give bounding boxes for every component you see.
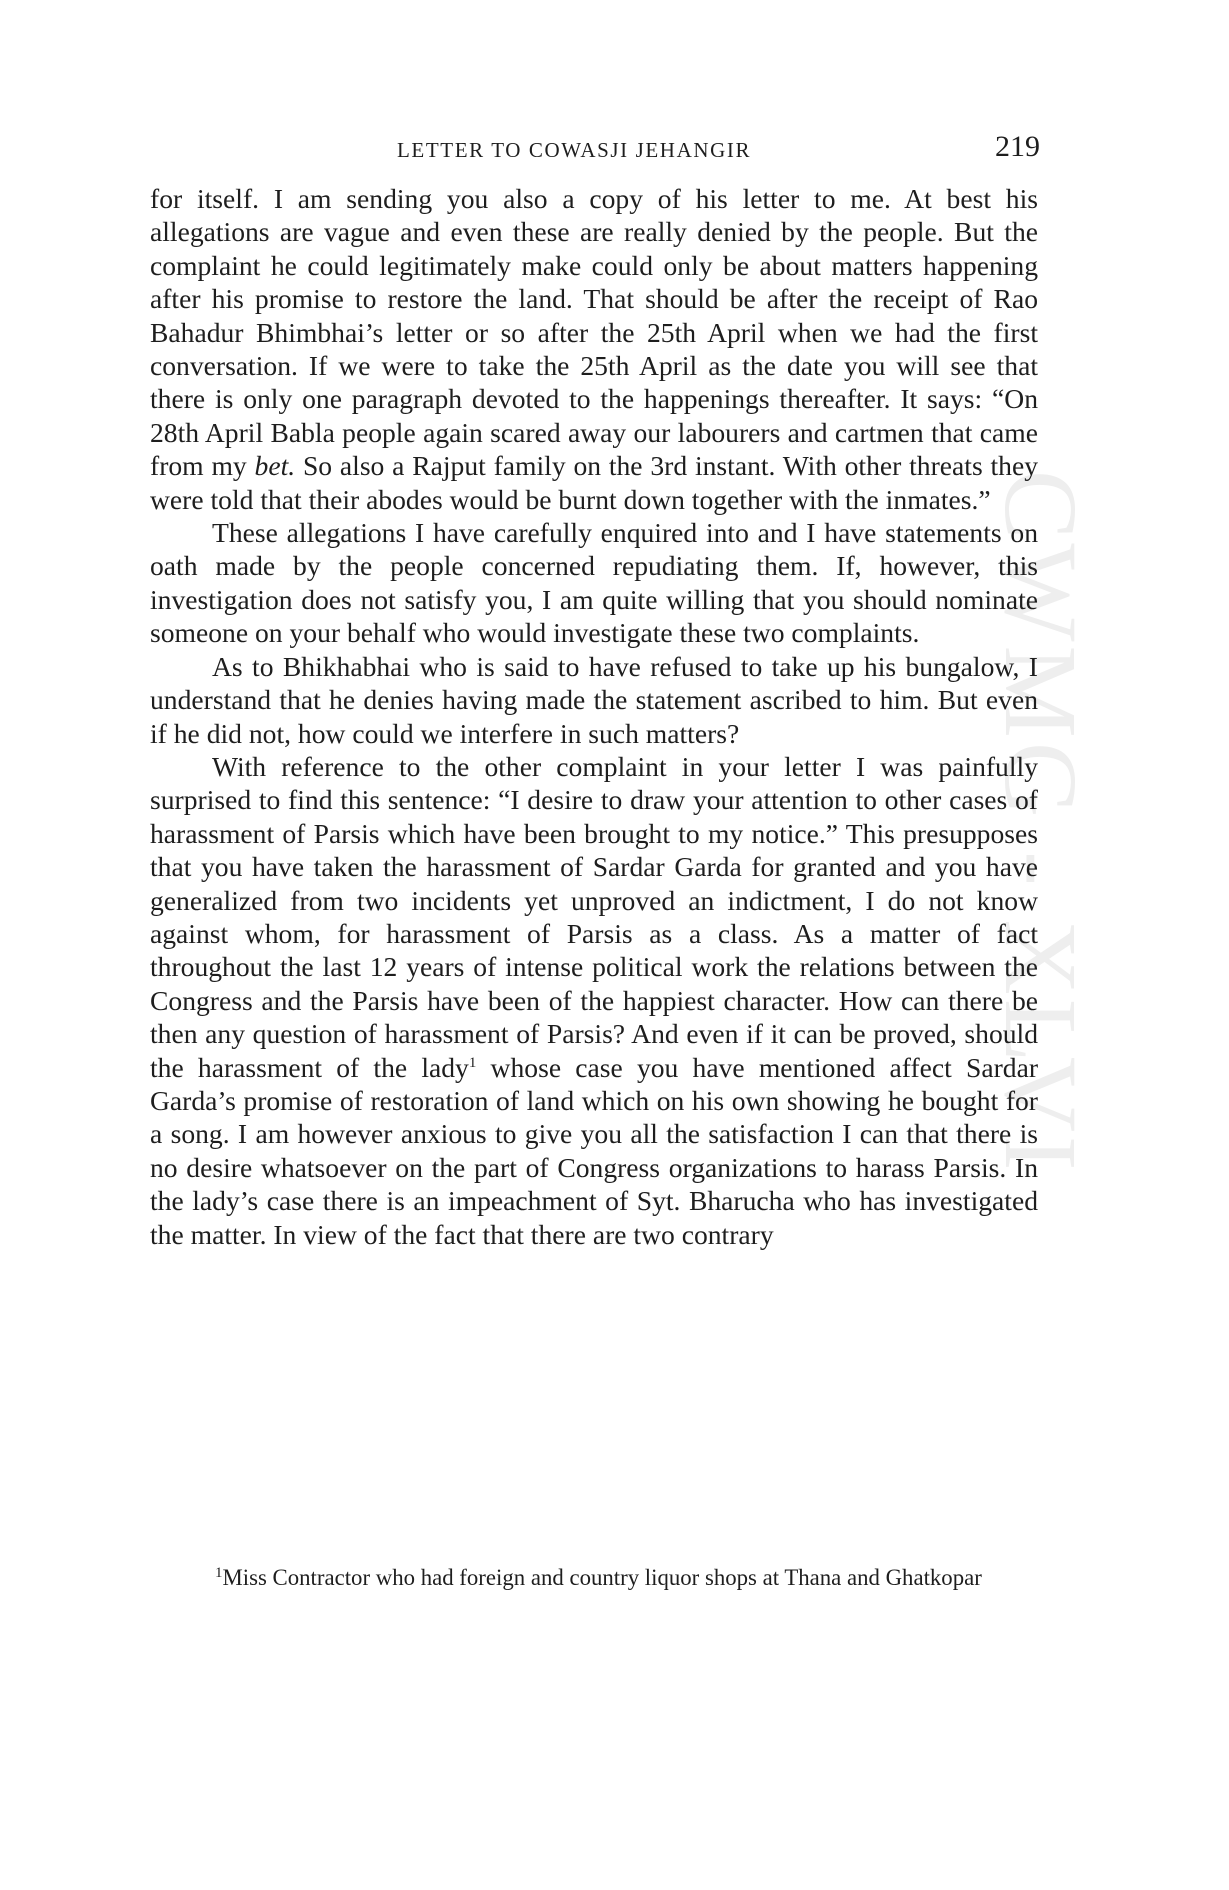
paragraph-1 — [150, 182, 1038, 516]
paragraph-4 — [150, 750, 1038, 1251]
page-number: 219 — [995, 130, 1040, 163]
running-head — [0, 130, 1229, 170]
paragraph-4-text-continued: whose case you have mentioned affect Sardar Garda’s promise of restoration of land which on his own showing he bought for a song. I am however anxious to give you all the satisfaction I can that there is no desire whatsoever on the part of Congress organizations to harass Parsis. In the lady’s case there is an impeachment of Syt. Bharucha who has investigated the matter. In view of the fact that there are two contrary — [150, 1051, 1039, 1250]
running-title: LETTER TO COWASJI JEHANGIR — [397, 138, 752, 162]
paragraph-3: As to Bhikhabhai who is said to have refused to take up his bungalow, I understand that he denies having made the statement ascribed to him. But even if he did not, how could we interfere in such matters? — [150, 650, 1038, 749]
paragraph-4-text: With reference to the other complaint in your letter I was painfully surprised to find this sentence: “I desire to draw your attention to other cases of harassment of Parsis which have been brought to my notice.” This presupposes that you have taken the harassment of Sardar Garda for granted and you have generalized from two incidents yet unproved an indictment, I do not know against whom, for harassment of Parsis as a class. As a matter of fact throughout the last 12 years of intense political work the relations between the Congress and the Parsis have been of the happiest character. How can there be then any question of harassment of Parsis? And even if it can be proved, should the harassment of the lady — [150, 750, 1038, 1083]
footnote-text: Miss Contractor who had foreign and country liquor shops at Thana and Ghatkopar — [222, 1565, 982, 1590]
italic-term-bet: bet. — [254, 450, 296, 482]
footnote — [163, 1562, 1054, 1593]
footnote-reference: 1 — [468, 1054, 477, 1071]
watermark: CWMG - XLVI — [983, 470, 1098, 1175]
footnote-marker: 1 — [215, 1565, 223, 1581]
paragraph-2: These allegations I have carefully enquired into and I have statements on oath made by the people concerned repudiating them. If, however, this investigation does not satisfy you, I am quite willing that you should nominate someone on your behalf who would investigate these two complaints. — [150, 517, 1038, 649]
body-text — [150, 182, 1038, 1251]
paragraph-1-text-continued: So also a Rajput family on the 3rd instant. With other threats they were told that their abodes would be burnt down together with the inmates.” — [150, 450, 1038, 515]
paragraph-1-text: for itself. I am sending you also a copy of his letter to me. At best his allegations are vague and even these are really denied by the people. But the complaint he could legitimately make could only be about matters happening after his promise to restore the land. That should be after the receipt of Rao Bahadur Bhimbhai’s letter or so after the 25th April when we had the first conversation. If we were to take the 25th April as the date you will see that there is only one paragraph devoted to the happenings thereafter. It says: “On 28th April Babla people again scared away our labourers and cartmen that came from my — [150, 183, 1038, 482]
